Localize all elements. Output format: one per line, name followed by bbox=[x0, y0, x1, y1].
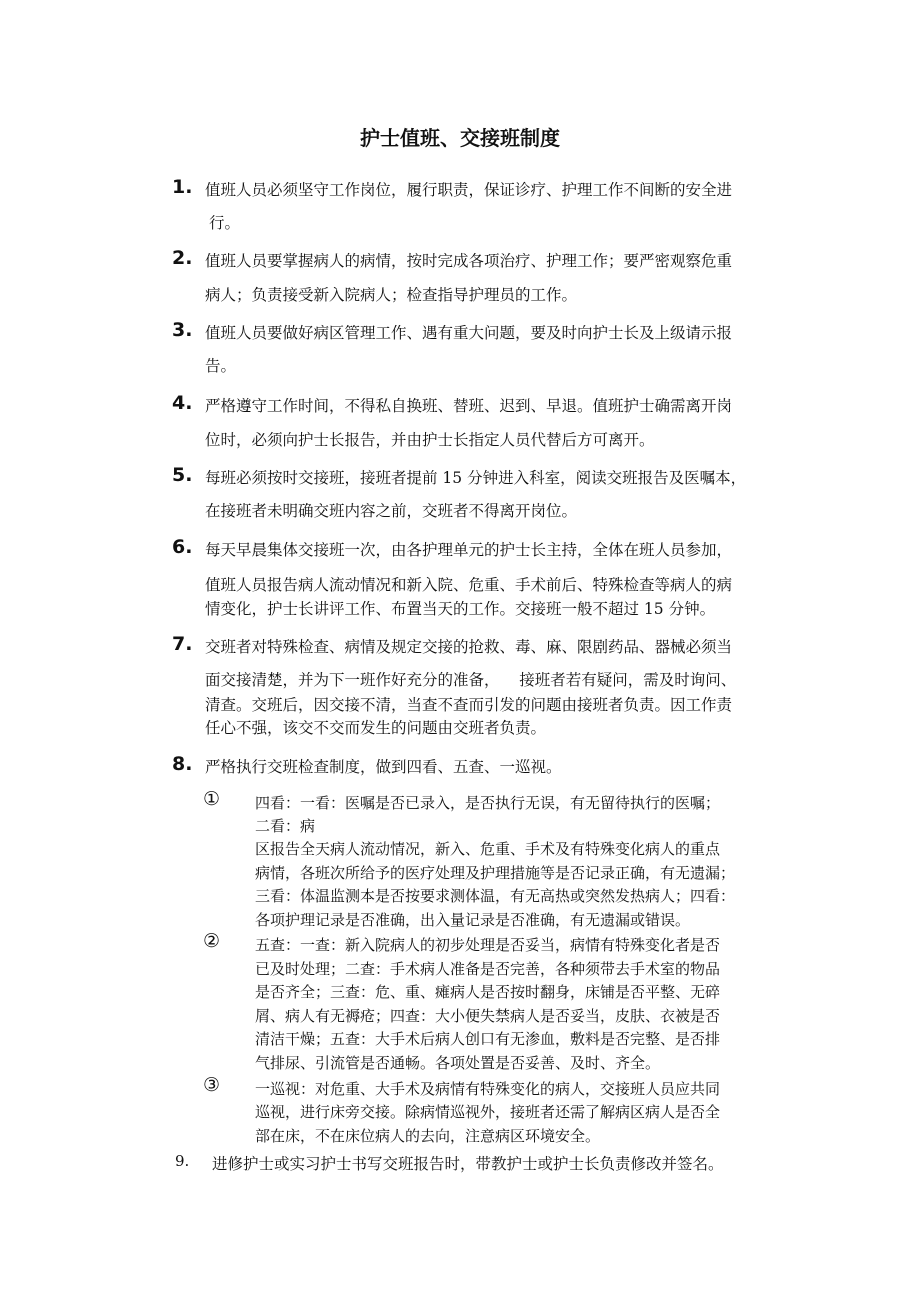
item-line: 在接班者未明确交班内容之前，交班者不得离开岗位。 bbox=[205, 502, 578, 520]
item-line: 病人；负责接受新入院病人；检查指导护理员的工作。 bbox=[205, 286, 578, 304]
item-number: 3. bbox=[172, 319, 193, 341]
item-number: 1. bbox=[172, 176, 193, 198]
subitem-line: 三看：体温监测本是否按要求测体温，有无高热或突然发热病人；四看： bbox=[255, 887, 736, 905]
item-line: 面交接清楚，并为下一班作好充分的准备， 接班者若有疑问，需及时询问、 bbox=[205, 671, 737, 689]
subitem-line: 一巡视：对危重、大手术及病情有特殊变化的病人，交接班人员应共同 bbox=[255, 1080, 721, 1098]
item-line: 值班人员要做好病区管理工作、遇有重大问题，要及时向护士长及上级请示报 bbox=[205, 324, 733, 342]
item-line: 情变化，护士长讲评工作、布置当天的工作。交接班一般不超过 15 分钟。 bbox=[205, 600, 716, 618]
item-line: 告。 bbox=[205, 357, 237, 375]
subitem-line: 是否齐全；三查：危、重、瘫病人是否按时翻身，床铺是否平整、无碎 bbox=[255, 983, 721, 1001]
item-line: 每天早晨集体交接班一次，由各护理单元的护士长主持，全体在班人员参加， bbox=[205, 541, 733, 559]
item-number: 6. bbox=[172, 536, 193, 558]
item-number: 4. bbox=[172, 392, 193, 414]
subitem-line: 四看：一看：医嘱是否已录入，是否执行无误，有无留待执行的医嘱； bbox=[255, 794, 721, 812]
item-line: 清查。交班后，因交接不清，当查不查而引发的问题由接班者负责。因工作责 bbox=[205, 696, 733, 714]
item-line: 每班必须按时交接班，接班者提前 15 分钟进入科室，阅读交班报告及医嘱本， bbox=[205, 469, 747, 487]
item-number: 2. bbox=[172, 247, 193, 269]
subitem-line: 部在床，不在床位病人的去向，注意病区环境安全。 bbox=[255, 1127, 601, 1145]
subitem-line: 屑、病人有无褥疮；四查：大小便失禁病人是否妥当，皮肤、衣被是否 bbox=[255, 1007, 721, 1025]
item-line: 交班者对特殊检查、病情及规定交接的抢救、毒、麻、限剧药品、器械必须当 bbox=[205, 638, 733, 656]
subitem-line: 已及时处理；二查：手术病人准备是否完善，各种须带去手术室的物品 bbox=[255, 960, 721, 978]
subitem-line: 二看：病 bbox=[255, 817, 316, 835]
item-line: 任心不强，该交不交而发生的问题由交班者负责。 bbox=[205, 719, 547, 737]
subitem-line: 五查：一查：新入院病人的初步处理是否妥当，病情有特殊变化者是否 bbox=[255, 936, 721, 954]
circled-number-marker: ③ bbox=[203, 1074, 221, 1096]
subitem-line: 区报告全天病人流动情况，新入、危重、手术及有特殊变化病人的重点 bbox=[255, 840, 721, 858]
item-line: 严格执行交班检查制度，做到四看、五查、一巡视。 bbox=[205, 758, 562, 776]
item-number: 8. bbox=[172, 753, 193, 775]
item-line: 严格遵守工作时间，不得私自换班、替班、迟到、早退。值班护士确需离开岗 bbox=[205, 397, 733, 415]
item-line: 行。 bbox=[209, 214, 241, 232]
item-number: 5. bbox=[172, 464, 193, 486]
item-line: 值班人员必须坚守工作岗位，履行职责，保证诊疗、护理工作不间断的安全进 bbox=[205, 181, 733, 199]
item-line: 位时，必须向护士长报告，并由护士长指定人员代替后方可离开。 bbox=[205, 431, 655, 449]
item-line: 值班人员报告病人流动情况和新入院、危重、手术前后、特殊检查等病人的病 bbox=[205, 576, 733, 594]
subitem-line: 各项护理记录是否准确，出入量记录是否准确，有无遗漏或错误。 bbox=[255, 911, 691, 929]
subitem-line: 气排尿、引流管是否通畅。各项处置是否妥善、及时、齐全。 bbox=[255, 1054, 661, 1072]
item-number: 7. bbox=[172, 633, 193, 655]
item-number: 9. bbox=[175, 1152, 190, 1170]
circled-number-marker: ② bbox=[203, 930, 221, 952]
subitem-line: 清洁干燥；五查：大手术后病人创口有无渗血，敷料是否完整、是否排 bbox=[255, 1030, 721, 1048]
item-line: 进修护士或实习护士书写交班报告时，带教护士或护士长负责修改并签名。 bbox=[212, 1155, 724, 1173]
document-title: 护士值班、交接班制度 bbox=[360, 126, 560, 150]
item-line: 值班人员要掌握病人的病情，按时完成各项治疗、护理工作；要严密观察危重 bbox=[205, 252, 733, 270]
circled-number-marker: ① bbox=[203, 788, 221, 810]
subitem-line: 巡视，进行床旁交接。除病情巡视外，接班者还需了解病区病人是否全 bbox=[255, 1103, 721, 1121]
subitem-line: 病情，各班次所给予的医疗处理及护理措施等是否记录正确，有无遗漏； bbox=[255, 864, 736, 882]
